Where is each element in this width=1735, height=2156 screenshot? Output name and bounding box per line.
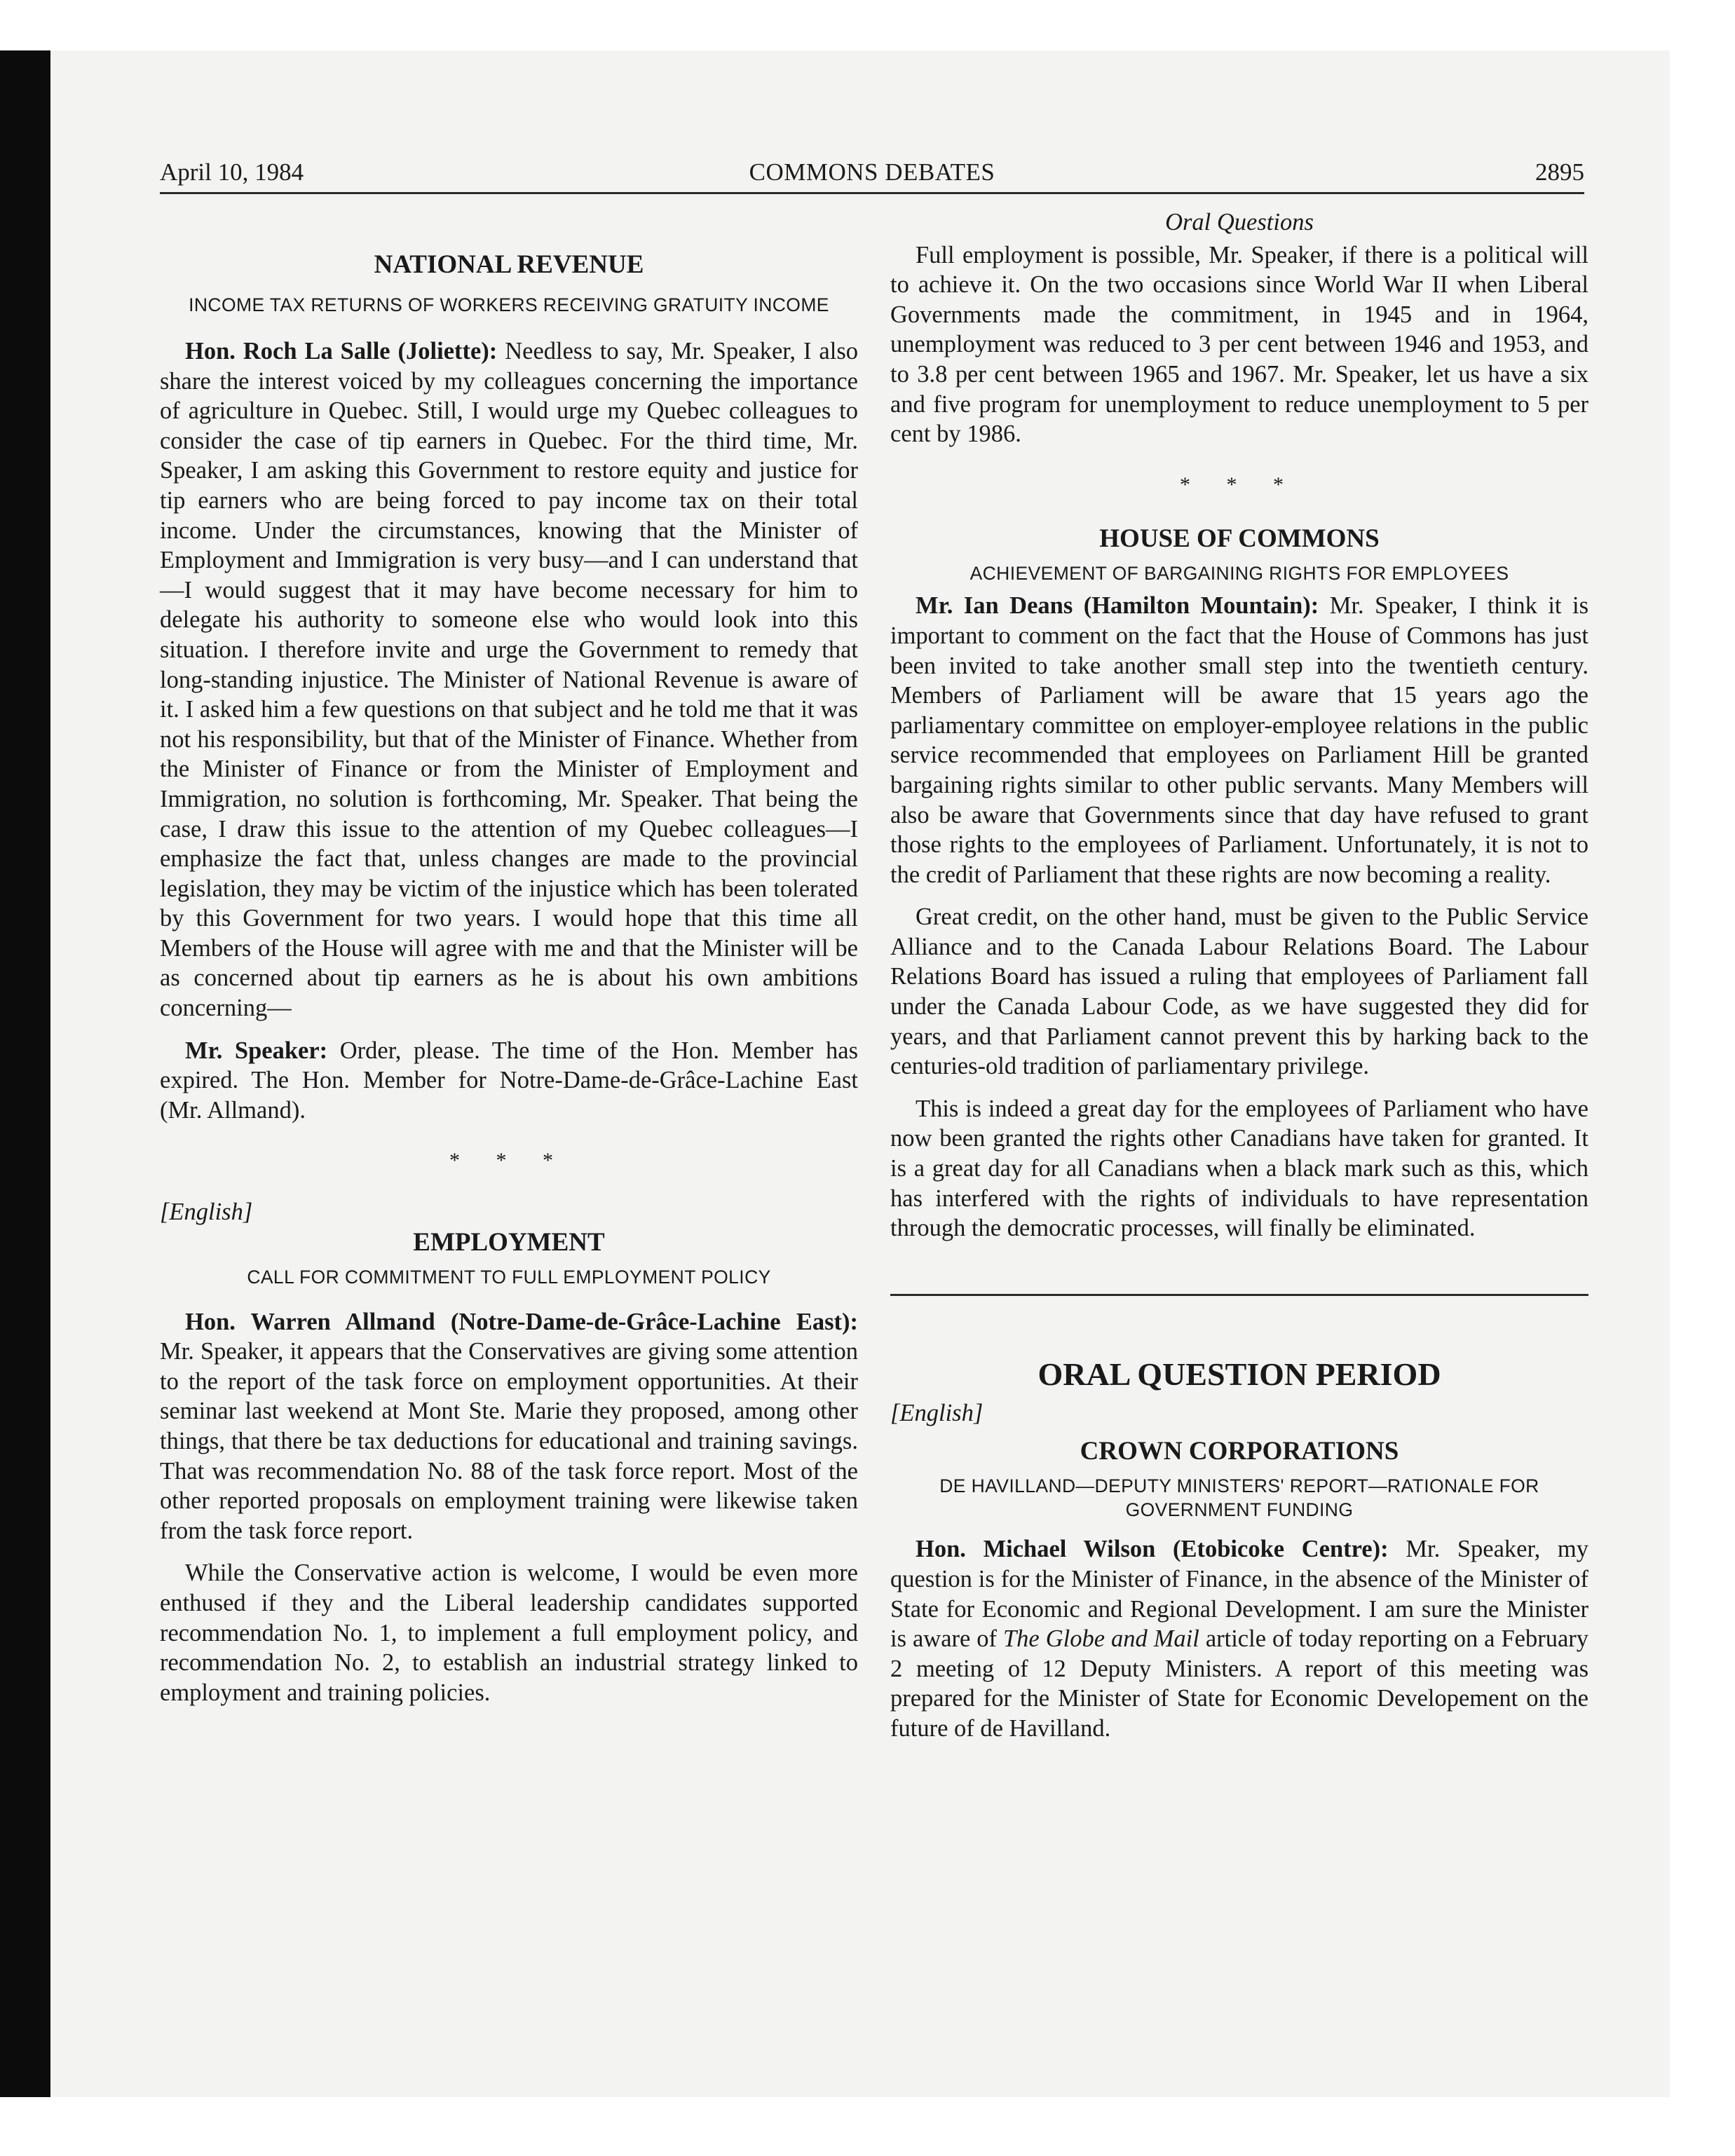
scan-edge: [0, 50, 50, 2097]
speech-wilson-text-a: Mr. Speaker, my question is for the Minister of Finance, in the absence of the Minister of State for Economic and Regional Development. I am sure the Minister is aware of: [890, 1536, 1588, 1653]
subhead-gratuity-income: INCOME TAX RETURNS OF WORKERS RECEIVING GRATUITY INCOME: [189, 294, 829, 315]
subhead-full-employment: CALL FOR COMMITMENT TO FULL EMPLOYMENT POLICY: [247, 1266, 771, 1288]
speech-allmand: [160, 1307, 858, 1546]
running-head: Oral Questions: [1165, 209, 1314, 236]
speech-allmand-text: Mr. Speaker, it appears that the Conservatives are giving some attention to the report of the task force on employment opportunities. At their seminar last weekend at Mont Ste. Marie they proposed, among other things, that there be tax deductions for educational and training savings. That was recommendation No. 88 of the task force report. Most of the other reported proposals on employment training were likewise taken from the task force report.: [160, 1338, 858, 1544]
section-rule: [890, 1294, 1588, 1296]
section-title-national-revenue: NATIONAL REVENUE: [374, 250, 644, 279]
speech-la-salle: [160, 336, 858, 1023]
header-date: April 10, 1984: [160, 158, 304, 186]
left-column: [160, 207, 858, 1707]
section-title-employment: EMPLOYMENT: [413, 1227, 605, 1257]
speaker-allmand: Hon. Warren Allmand (Notre-Dame-de-Grâce-Lachine East):: [185, 1308, 858, 1335]
speech-deans: [890, 591, 1588, 889]
section-title-crown-corporations: CROWN CORPORATIONS: [1080, 1437, 1399, 1466]
speaker-deans: Mr. Ian Deans (Hamilton Mountain):: [916, 592, 1319, 620]
speech-wilson: [890, 1534, 1588, 1743]
header-title: COMMONS DEBATES: [749, 158, 995, 186]
page-header: [160, 156, 1584, 194]
speech-speaker-text: Order, please. The time of the Hon. Member has expired. The Hon. Member for Notre-Dame-de-Grâce-Lachine East (Mr. Allmand).: [160, 1037, 858, 1124]
right-column: [890, 207, 1588, 1744]
language-marker: [English]: [160, 1199, 253, 1226]
subhead-de-havilland: DE HAVILLAND—DEPUTY MINISTERS' REPORT—RATIONALE FOR GOVERNMENT FUNDING: [939, 1475, 1539, 1521]
language-marker: [English]: [890, 1399, 984, 1426]
section-title-oral-question-period: ORAL QUESTION PERIOD: [1037, 1356, 1441, 1392]
speech-wilson-text-b: article of today reporting on a February 2 meeting of 12 Deputy Ministers. A report of this meeting was prepared for the Minister of State for Economic Developement on the future of de Havilland.: [890, 1625, 1588, 1742]
section-divider-stars: * * *: [1180, 472, 1299, 496]
speech-allmand-continued: While the Conservative action is welcome, I would be even more enthused if they and the Liberal leadership candidates supported recommendation No. 1, to implement a full employment policy, and recommendation No. 2, to establish an industrial strategy linked to employment and training policies.: [160, 1560, 858, 1706]
speech-deans-text: Mr. Speaker, I think it is important to comment on the fact that the House of Commons has just been invited to take another small step into the twentieth century. Members of Parliament will be aware that 15 years ago the parliamentary committee on employer-employee relations in the public service recommended that employees on Parliament Hill be granted bargaining rights similar to other public servants. Many Members will also be aware that Governments since that day have refused to grant those rights to the employees of Parliament. Unfortunately, it is not to the credit of Parliament that these rights are now becoming a reality.: [890, 592, 1589, 888]
column-spacer: [160, 207, 858, 250]
speech-allmand-continuation: Full employment is possible, Mr. Speaker, if there is a political will to achieve it. On the two occasions since World War II when Liberal Governments made the commitment, in 1945 and in 1964, unemployment was reduced to 3 per cent between 1946 and 1953, and to 3.8 per cent between 1965 and 1967. Mr. Speaker, let us have a six and five program for unemployment to reduce unemployment to 5 per cent by 1986.: [890, 241, 1588, 448]
section-divider-stars: * * *: [449, 1149, 569, 1173]
speech-deans-continued-1: Great credit, on the other hand, must be given to the Public Service Alliance and to the Canada Labour Relations Board. The Labour Relations Board has issued a ruling that employees of Parliament fall under the Canada Labour Code, as we have suggested they did for years, and that Parliament cannot prevent this by harking back to the centuries-old tradition of parliamentary privilege.: [890, 903, 1588, 1080]
speaker-wilson: Hon. Michael Wilson (Etobicoke Centre):: [916, 1536, 1389, 1563]
speech-speaker: [160, 1036, 858, 1126]
speech-la-salle-text: Needless to say, Mr. Speaker, I also share the interest voiced by my colleagues concerning the importance of agriculture in Quebec. Still, I would urge my Quebec colleagues to consider the case of tip earners in Quebec. For the third time, Mr. Speaker, I am asking this Government to restore equity and justice for tip earners who are being forced to pay income tax on their total income. Under the circumstances, knowing that the Minister of Employment and Immigration is very busy—and I can understand that—I would suggest that it may have become necessary for him to delegate his authority to someone else who would look into this situation. I therefore invite and urge the Government to remedy that long-standing injustice. The Minister of National Revenue is aware of it. I asked him a few questions on that subject and he told me that it was not his responsibility, but that of the Minister of Finance. Whether from the Minister of Finance or from the Minister of Employment and Immigration, no solution is forthcoming, Mr. Speaker. That being the case, I draw this issue to the attention of my Quebec colleagues—I emphasize the fact that, unless changes are made to the provincial legislation, they may be victim of the injustice which has been tolerated by this Government for two years. I would hope that this time all Members of the House will agree with me and that the Minister will be as concerned about tip earners as he is about his own ambitions concerning—: [160, 338, 859, 1022]
speech-deans-continued-2: This is indeed a great day for the employees of Parliament who have now been granted the rights other Canadians have taken for granted. It is a great day for all Canadians when a black mark such as this, which has interfered with the rights of individuals to have representation through the democratic processes, will finally be eliminated.: [890, 1095, 1588, 1242]
section-title-house-of-commons: HOUSE OF COMMONS: [1099, 524, 1380, 554]
header-page-number: 2895: [1535, 158, 1584, 186]
publication-title: The Globe and Mail: [1002, 1625, 1199, 1653]
speaker-mr-speaker: Mr. Speaker:: [185, 1037, 328, 1064]
speaker-la-salle: Hon. Roch La Salle (Joliette):: [185, 338, 498, 364]
subhead-bargaining-rights: ACHIEVEMENT OF BARGAINING RIGHTS FOR EMPLOYEES: [969, 563, 1509, 585]
